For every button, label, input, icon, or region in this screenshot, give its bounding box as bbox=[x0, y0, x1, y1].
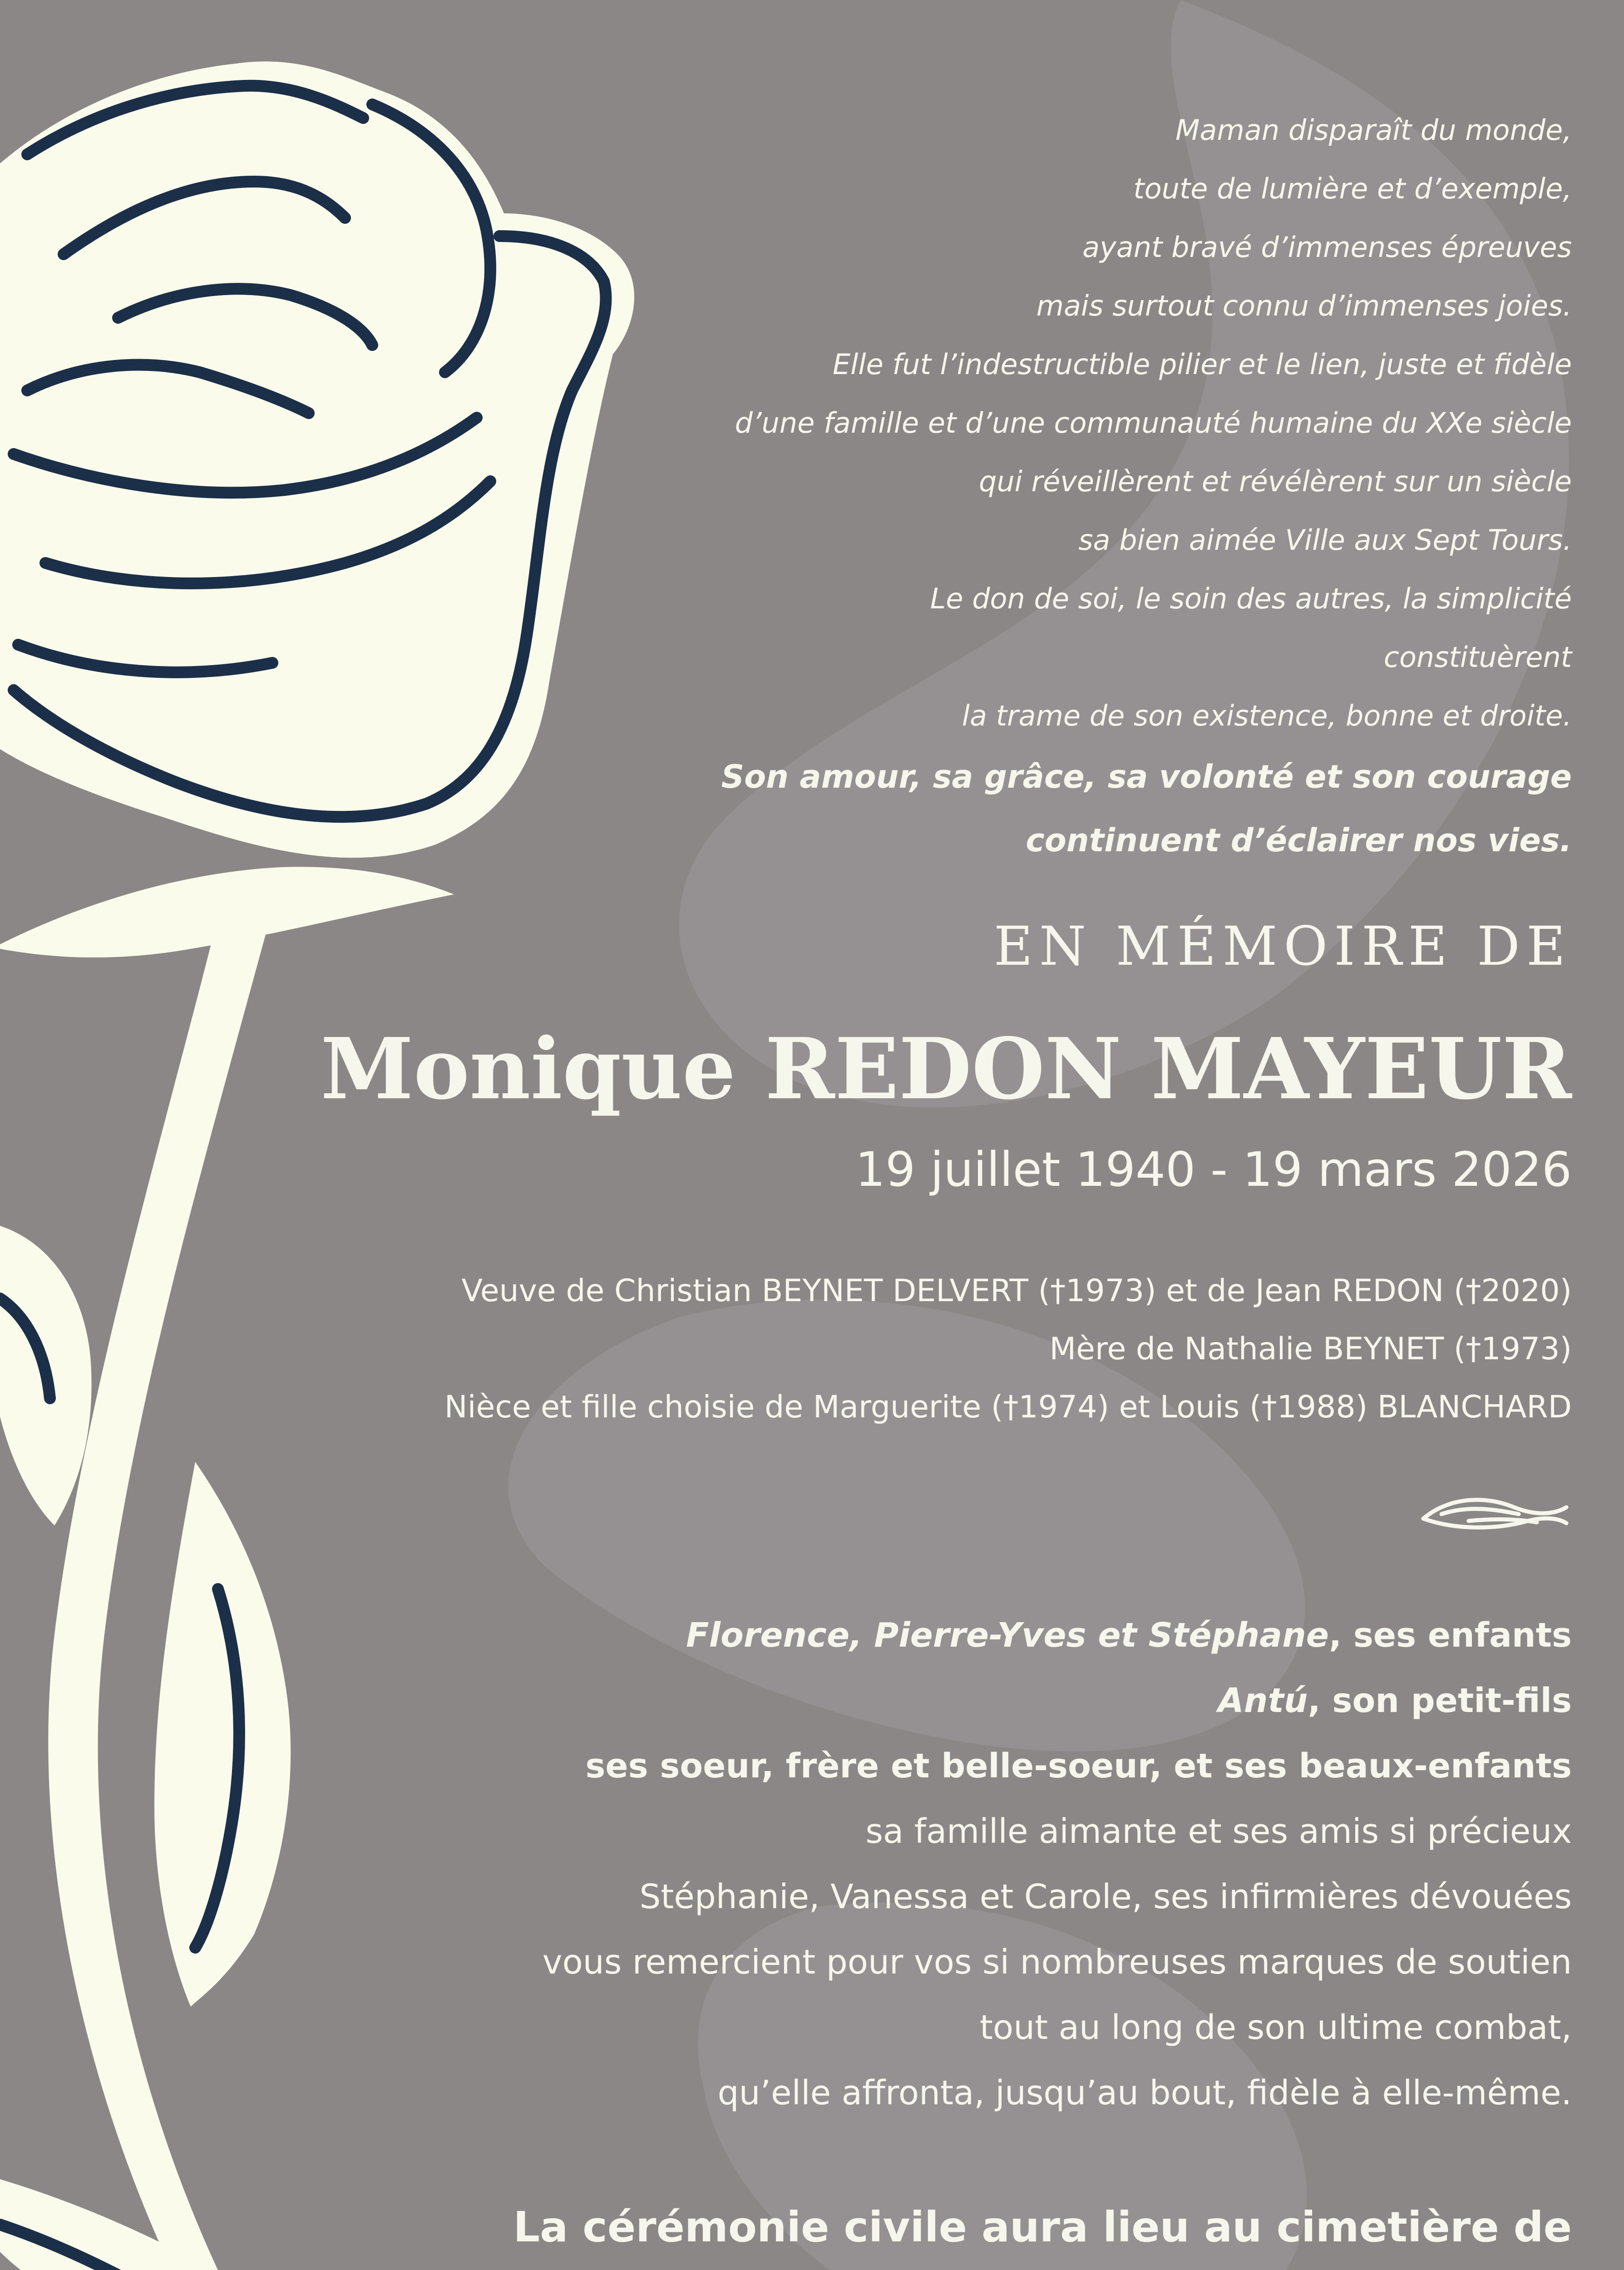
family-thanks bbox=[543, 1603, 1572, 2126]
children-names: Florence, Pierre-Yves et Stéphane bbox=[686, 1616, 1329, 1655]
grandson-suffix: , son petit-fils bbox=[1308, 1681, 1572, 1720]
poem-line: mais surtout connu d’immenses joies. bbox=[1036, 289, 1572, 322]
ceremony-info bbox=[513, 2188, 1572, 2270]
ceremony-line: La cérémonie civile aura lieu au cimetière de bbox=[513, 2203, 1572, 2251]
poem-line: d’une famille et d’une communauté humaine du XXe siècle bbox=[735, 406, 1572, 439]
poem-line: toute de lumière et d’exemple, bbox=[1133, 172, 1572, 205]
flourish-icon bbox=[1414, 1487, 1573, 1541]
poem bbox=[721, 101, 1572, 872]
poem-line: qui réveillèrent et révélèrent sur un siècle bbox=[979, 465, 1572, 498]
family-line: vous remercient pour vos si nombreuses marques de soutien bbox=[542, 1943, 1572, 1982]
memorial-heading: EN MÉMOIRE DE bbox=[993, 915, 1572, 977]
poem-line: Maman disparaît du monde, bbox=[1175, 114, 1572, 147]
poem-bold-line: Son amour, sa grâce, sa volonté et son courage bbox=[721, 758, 1572, 795]
life-dates: 19 juillet 1940 - 19 mars 2026 bbox=[855, 1142, 1572, 1197]
poem-line: sa bien aimée Ville aux Sept Tours. bbox=[1078, 523, 1572, 557]
deceased-name: Monique REDON MAYEUR bbox=[320, 1019, 1572, 1118]
ceremony-line bbox=[513, 2266, 1572, 2270]
relations bbox=[444, 1262, 1572, 1436]
relation-line: Veuve de Christian BEYNET DELVERT (†1973) et de Jean REDON (†2020) bbox=[461, 1273, 1572, 1309]
relation-line: Nièce et fille choisie de Marguerite (†1974) et Louis (†1988) BLANCHARD bbox=[444, 1389, 1572, 1425]
poem-line: constituèrent bbox=[1383, 641, 1572, 674]
family-line: tout au long de son ultime combat, bbox=[979, 2008, 1572, 2047]
children-suffix: , ses enfants bbox=[1328, 1616, 1572, 1655]
family-line: qu’elle affronta, jusqu’au bout, fidèle à elle-même. bbox=[717, 2073, 1572, 2112]
poem-line: Le don de soi, le soin des autres, la simplicité bbox=[930, 582, 1572, 615]
poem-line: Elle fut l’indestructible pilier et le lien, juste et fidèle bbox=[832, 348, 1572, 381]
family-line-children bbox=[543, 1603, 1572, 1668]
poem-bold-line: continuent d’éclairer nos vies. bbox=[1026, 822, 1572, 859]
poem-line: ayant bravé d’immenses épreuves bbox=[1082, 231, 1572, 264]
relation-line: Mère de Nathalie BEYNET (†1973) bbox=[1049, 1331, 1572, 1367]
poem-line: la trame de son existence, bonne et droite. bbox=[962, 699, 1572, 732]
family-line: sa famille aimante et ses amis si précieux bbox=[865, 1812, 1572, 1851]
family-line-grandson bbox=[543, 1668, 1572, 1733]
family-line: Stéphanie, Vanessa et Carole, ses infirmières dévouées bbox=[639, 1877, 1572, 1916]
grandson-name: Antú bbox=[1218, 1681, 1308, 1720]
family-line-siblings: ses soeur, frère et belle-soeur, et ses beaux-enfants bbox=[585, 1747, 1572, 1786]
